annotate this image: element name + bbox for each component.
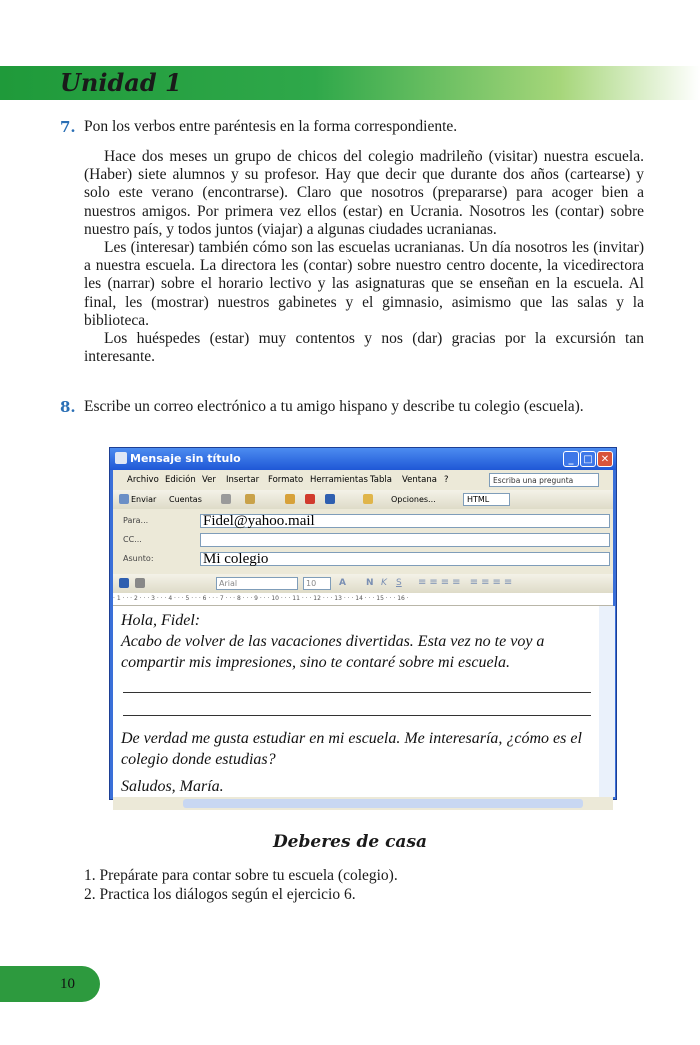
exercise-7-text [84,148,644,366]
accounts-button[interactable]: Cuentas [169,495,202,504]
exercise-7-paragraph: Les (interesar) también cómo son las escuelas ucranianas. Un día nosotros les (invitar) a nuestra escuela. La directora les (contar) sobre nuestro centro docente, la vicedirectora les (narrar) sobre el horario lectivo y las asignaturas que se enseñan en la escuela. Al final, les (mostrar) nuestros gabinetes y el gimnasio, asimismo que las salas y la biblioteca. [84,239,644,329]
homework-title: Deberes de casa [272,832,428,852]
print-icon[interactable] [135,578,145,588]
message-body[interactable] [113,606,599,797]
format-select[interactable]: HTML [463,493,510,506]
to-field[interactable]: Fidel@yahoo.mail [200,514,610,528]
alignment-icons[interactable]: ≡≡≡≡ ≡≡≡≡ [418,577,516,588]
email-window [109,447,617,800]
minimize-button[interactable]: _ [563,451,579,467]
message-text-2 [121,728,596,797]
menu-bar [113,470,613,490]
importance-low-icon[interactable] [325,494,335,504]
signoff-line: Saludos, María. [121,778,224,795]
to-label[interactable]: Para... [123,516,149,525]
blank-line [123,715,591,716]
exercise-7-paragraph: Hace dos meses un grupo de chicos del colegio madrileño (visitar) nuestra escuela. (Haber) siete alumnos y su profesor. Hay que decir que durante dos años (cartearse) y solo este verano (encontrarse). Claro que nosotros (prepararse) para acoger bien a nuestros amigos. Por primera vez ellos (estar) en Ucrania. Nosotros les (contar) sobre nuestro país, y todos juntos (viajar) a algunas ciudades ucranianas. [84,148,644,238]
maximize-button[interactable]: □ [580,451,596,467]
send-button[interactable]: Enviar [131,495,157,504]
window-titlebar [110,448,616,470]
homework-item: 2. Practica los diálogos según el ejercicio 6. [84,886,356,903]
menu-tabla[interactable]: Tabla [370,475,392,485]
message-toolbar [113,490,613,509]
menu-edicion[interactable]: Edición [165,475,196,485]
subject-label: Asunto: [123,554,154,563]
formatting-toolbar [113,574,613,593]
window-title: Mensaje sin título [130,452,241,465]
options-button[interactable]: Opciones... [391,495,436,504]
exercise-7-paragraph: Los huéspedes (estar) muy contentos y nos (dar) gracias por la excursión tan interesante. [84,330,644,366]
ask-question-input[interactable]: Escriba una pregunta [489,473,599,487]
horizontal-scrollbar[interactable] [113,797,613,810]
underline-button[interactable]: S [396,578,402,588]
subject-field[interactable]: Mi colegio [200,552,610,566]
menu-insertar[interactable]: Insertar [226,475,260,485]
window-client [113,470,613,796]
cc-field[interactable] [200,533,610,547]
exercise-7-instruction: Pon los verbos entre paréntesis en la forma correspondiente. [84,118,458,135]
mail-icon [115,452,127,464]
message-text [121,610,596,673]
flag-icon[interactable] [285,494,295,504]
exercise-7-number: 7. [60,118,76,136]
menu-herramientas[interactable]: Herramientas [310,475,368,485]
exercise-8-instruction: Escribe un correo electrónico a tu amigo hispano y describe tu colegio (escuela). [84,398,584,415]
options-icon[interactable] [363,494,373,504]
font-name-select[interactable]: Arial [216,577,298,590]
body-line-1: Acabo de volver de las vacaciones divertidas. Esta vez no te voy a compartir mis impresiones, sino te contaré sobre mi escuela. [121,633,545,671]
menu-archivo[interactable]: Archivo [127,475,159,485]
vertical-scrollbar[interactable] [599,606,615,797]
menu-formato[interactable]: Formato [268,475,304,485]
page-number-tab [0,966,100,1002]
attach-icon[interactable] [221,494,231,504]
bold-button[interactable]: N [366,578,374,588]
exercise-8-number: 8. [60,398,76,416]
unit-title: Unidad 1 [60,68,182,97]
greeting-line: Hola, Fidel: [121,612,201,629]
font-size-select[interactable]: 10 [303,577,331,590]
menu-ver[interactable]: Ver [202,475,216,485]
importance-high-icon[interactable] [305,494,315,504]
save-icon[interactable] [119,578,129,588]
scroll-thumb[interactable] [183,799,583,808]
menu-help[interactable]: ? [444,475,449,485]
font-color-icon[interactable]: A [339,578,346,588]
blank-line [123,692,591,693]
close-button[interactable]: ✕ [597,451,613,467]
italic-button[interactable]: K [381,578,387,588]
page-number: 10 [60,976,75,992]
body-line-2: De verdad me gusta estudiar en mi escuela. Me interesaría, ¿cómo es el colegio donde estudias? [121,730,582,768]
ruler: · 1 · · · 2 · · · 3 · · · 4 · · · 5 · · · 6 · · · 7 · · · 8 · · · 9 · · · 10 · · · 11 · · · 12 · · · 13 · · · 14 · · · 15 · · · 16 · [113,593,613,606]
address-book-icon[interactable] [245,494,255,504]
send-icon [119,494,129,504]
menu-ventana[interactable]: Ventana [402,475,437,485]
cc-label[interactable]: CC... [123,535,142,544]
homework-item: 1. Prepárate para contar sobre tu escuela (colegio). [84,867,398,884]
address-fields [113,510,613,574]
